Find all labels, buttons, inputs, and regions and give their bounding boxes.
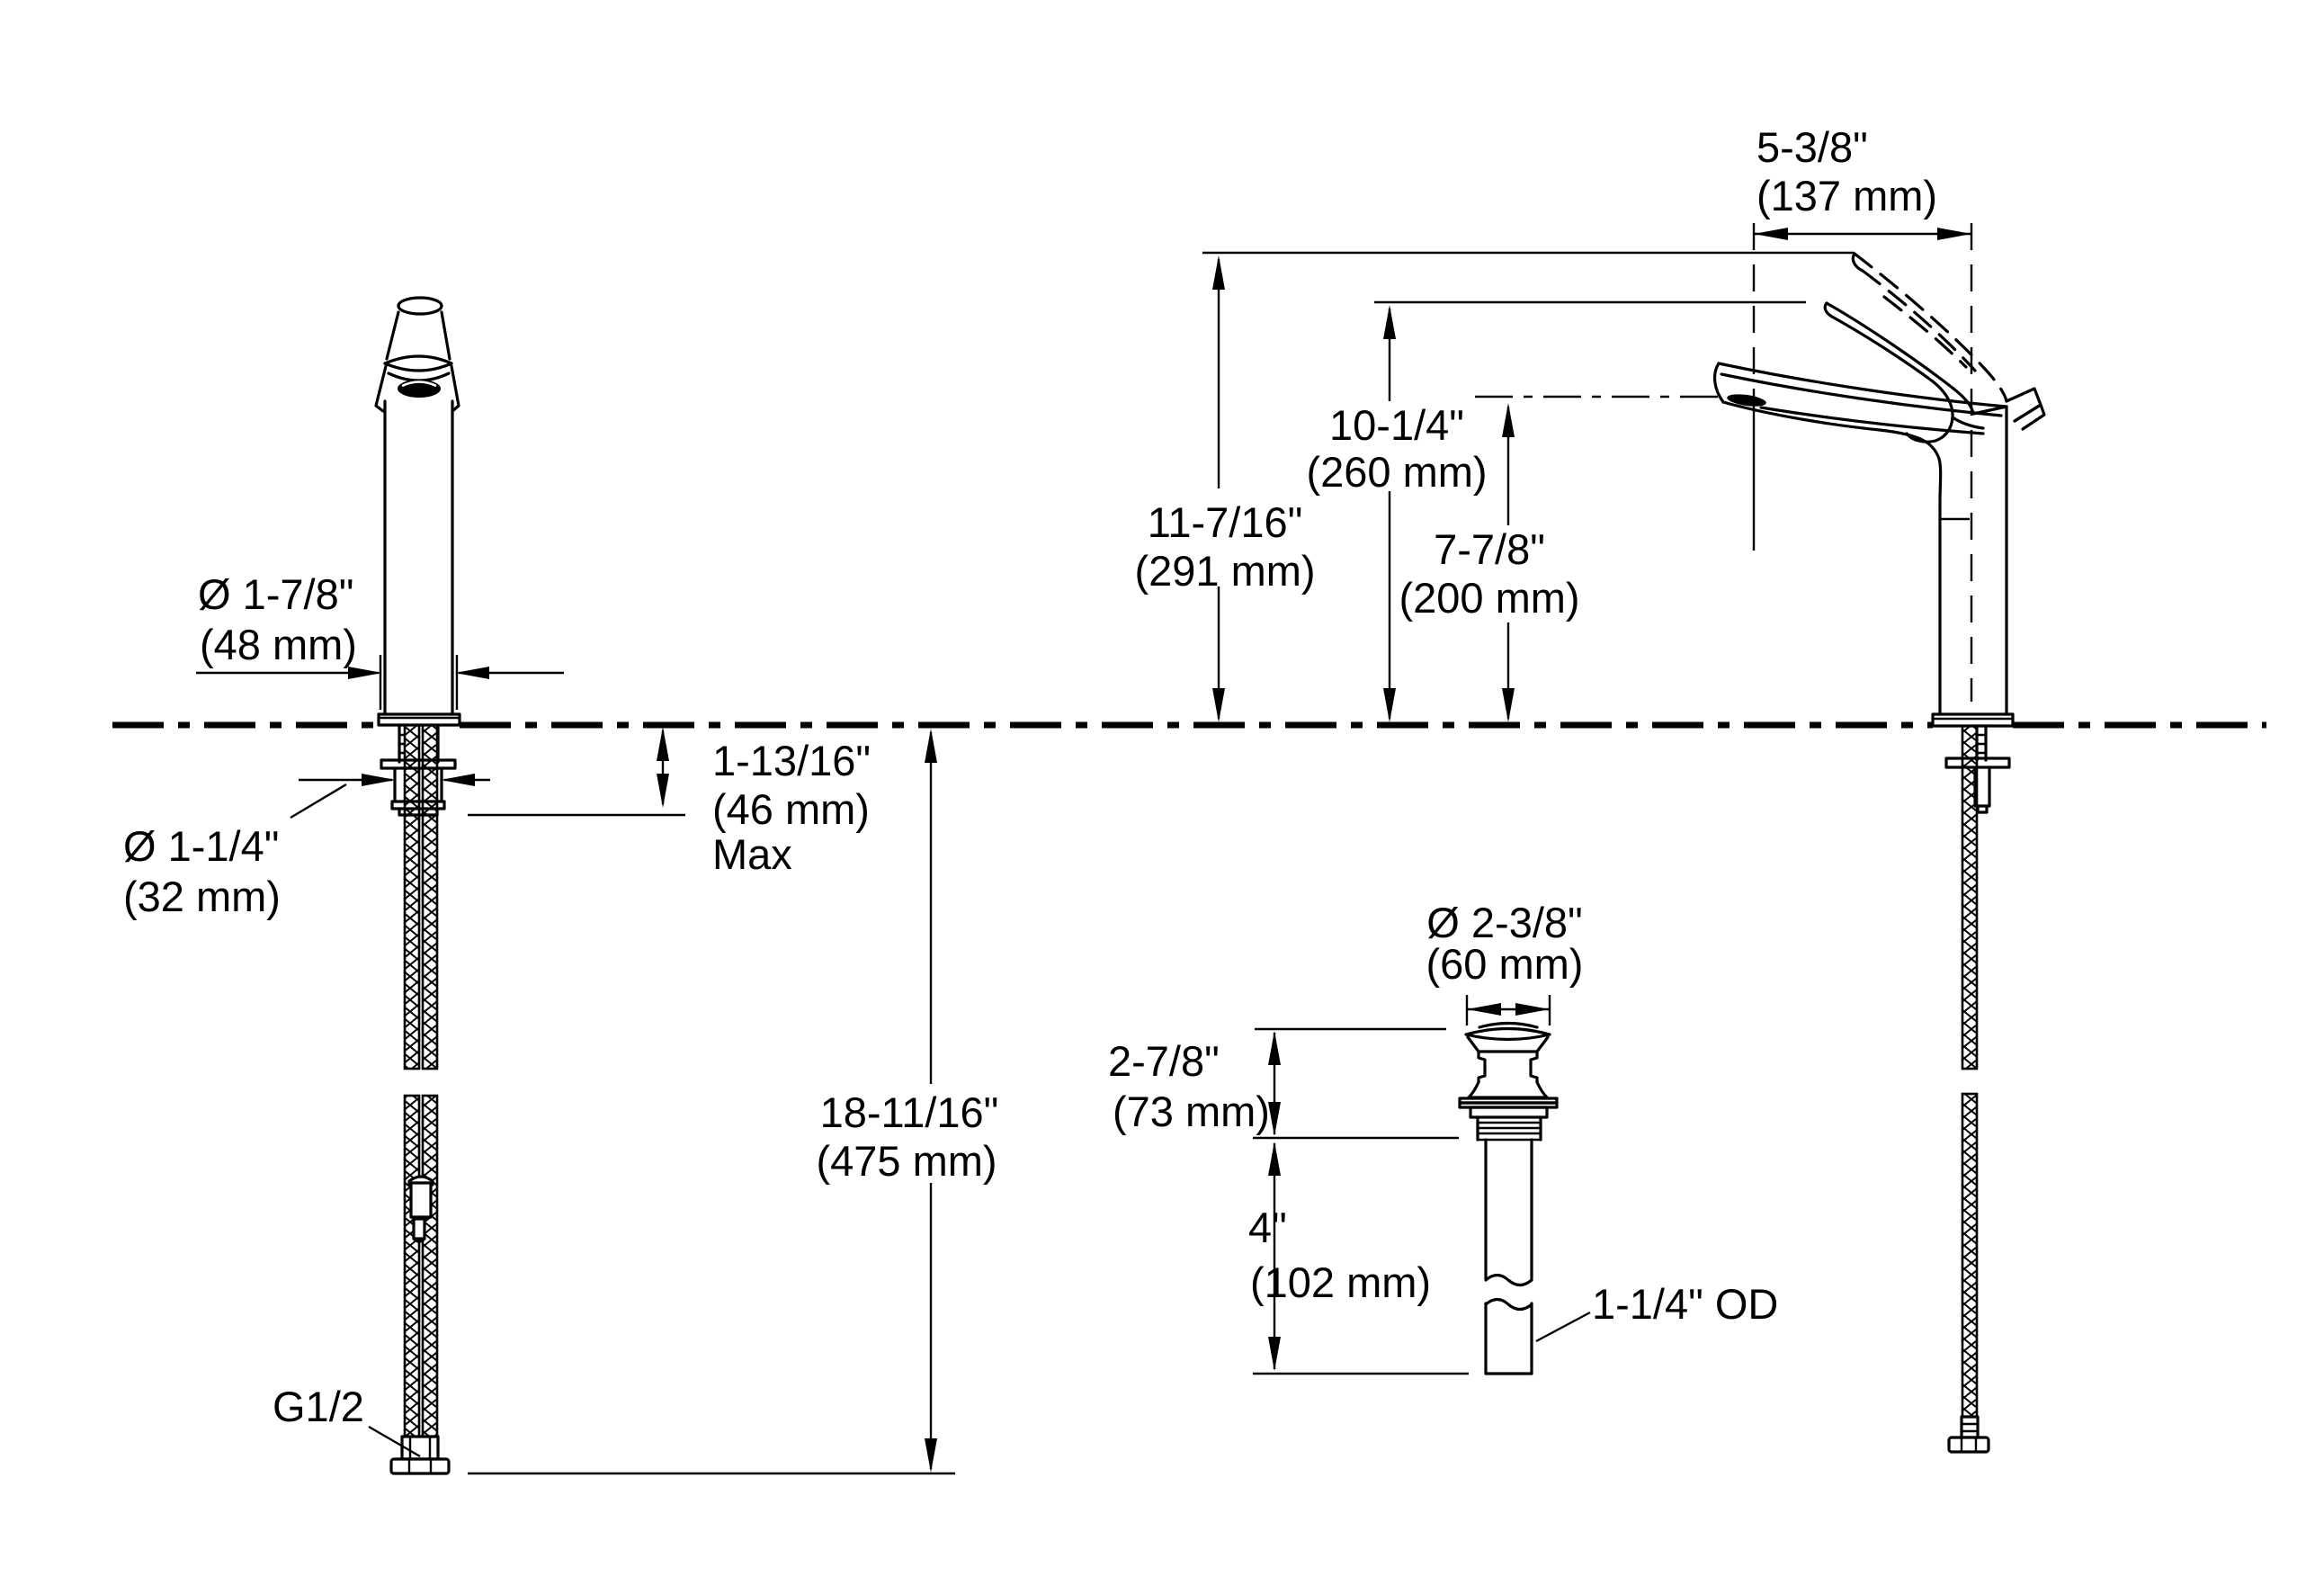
faucet-side-view <box>1715 254 2044 726</box>
label-drain-tail-metric: (102 mm) <box>1250 1258 1432 1306</box>
label-handle-height-metric: (260 mm) <box>1306 448 1488 496</box>
label-spout-reach-imperial: 5-3/8" <box>1756 123 1868 171</box>
faucet-side-supplies <box>1946 726 2009 1452</box>
label-drain-body-metric: (73 mm) <box>1113 1088 1270 1135</box>
label-supply-length-metric: (475 mm) <box>816 1137 997 1185</box>
label-deck-max-metric: (46 mm) <box>712 785 870 833</box>
label-drain-od: 1-1/4" OD <box>1592 1280 1779 1328</box>
label-supply-thread: G1/2 <box>273 1383 364 1430</box>
label-deck-max-imperial: 1-13/16" <box>712 737 872 784</box>
label-hole-diameter-metric: (32 mm) <box>123 873 281 920</box>
label-deck-max-suffix: Max <box>712 830 792 878</box>
label-drain-flange-imperial: Ø 2-3/8" <box>1426 899 1583 946</box>
label-body-diameter-metric: (48 mm) <box>200 621 357 668</box>
label-drain-body-imperial: 2-7/8" <box>1108 1037 1220 1085</box>
label-handle-height-imperial: 10-1/4" <box>1329 401 1464 449</box>
label-body-diameter-imperial: Ø 1-7/8" <box>198 570 354 618</box>
label-spout-reach-metric: (137 mm) <box>1756 172 1938 219</box>
label-supply-length-imperial: 18-11/16" <box>819 1088 999 1136</box>
faucet-front-supplies <box>381 725 455 1473</box>
label-drain-tail-imperial: 4" <box>1248 1204 1287 1251</box>
label-overall-height-metric: (291 mm) <box>1134 547 1316 595</box>
label-overall-height-imperial: 11-7/16" <box>1147 498 1303 546</box>
label-spout-height-imperial: 7-7/8" <box>1434 525 1545 573</box>
label-hole-diameter-imperial: Ø 1-1/4" <box>123 822 280 870</box>
drain-assembly <box>1460 1024 1557 1375</box>
label-drain-flange-metric: (60 mm) <box>1426 940 1584 988</box>
faucet-front-view <box>376 298 460 725</box>
label-spout-height-metric: (200 mm) <box>1399 574 1580 622</box>
g12-hex-nut <box>391 1459 449 1473</box>
